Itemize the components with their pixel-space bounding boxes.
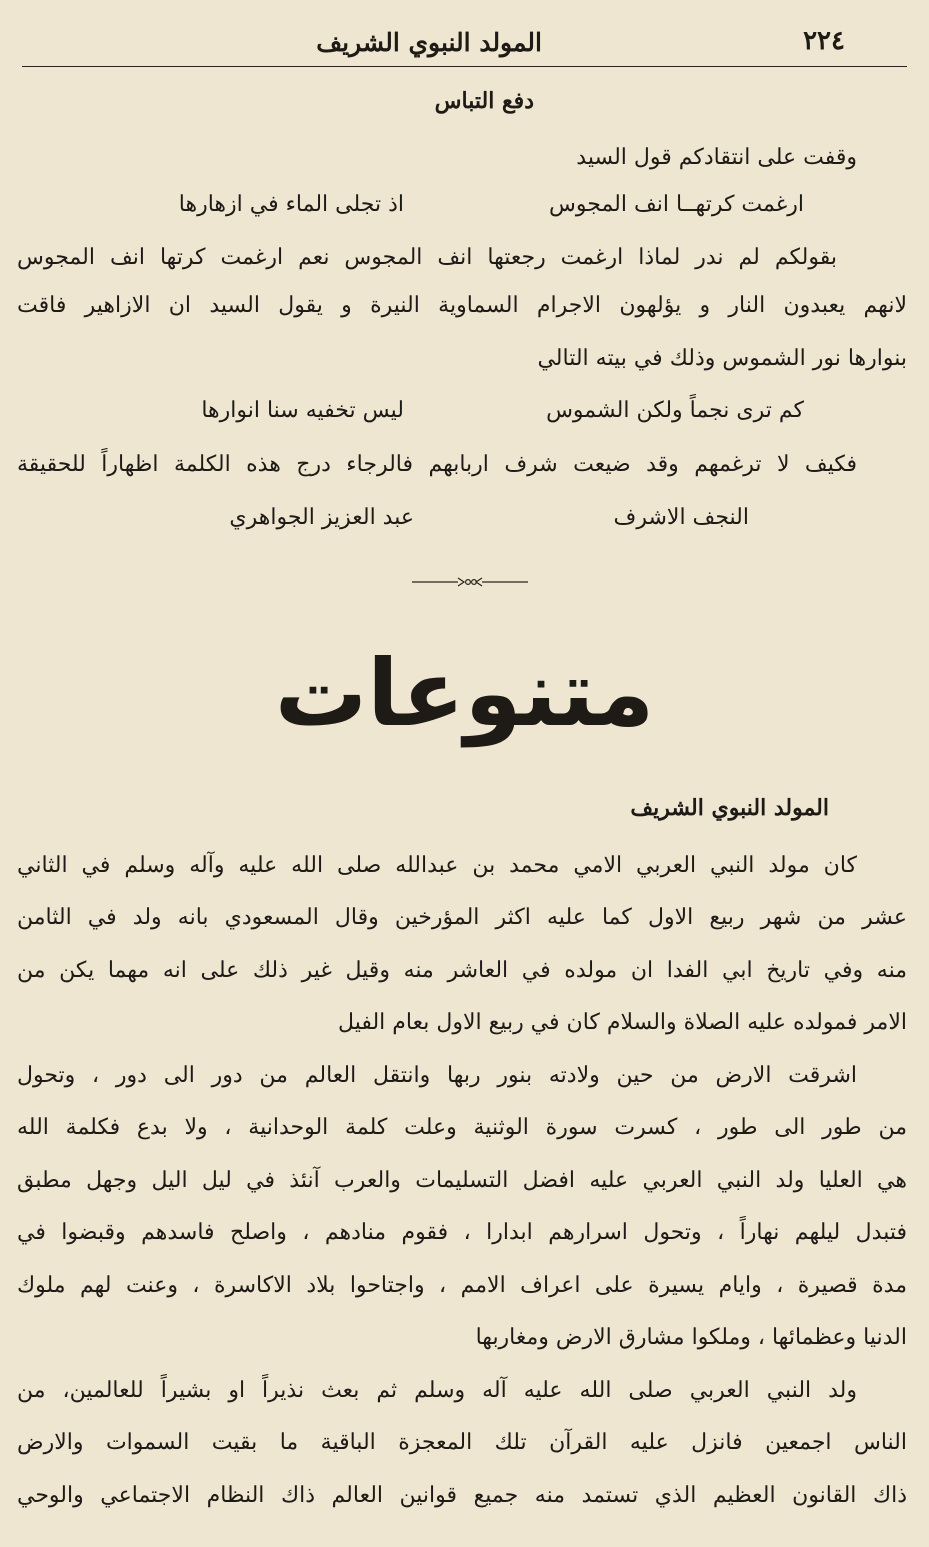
letter-line: لانهم يعبدون النار و يؤلهون الاجرام السماوية النيرة و يقول السيد ان الازاهير فاقت — [17, 293, 907, 318]
verse1-second-hemistich: اذ تجلى الماء في ازهارها — [178, 192, 404, 217]
verse1-first-hemistich: ارغمت كرتهــا انف المجوس — [549, 192, 804, 217]
paragraph-line: هي العليا ولد النبي العربي عليه افضل التسليمات والعرب آنئذ في ليل اليل وجهل مطبق — [17, 1168, 907, 1193]
paragraph-line: الامر فمولده عليه الصلاة والسلام كان في ربيع الاول بعام الفيل — [338, 1010, 907, 1035]
paragraph-line: مدة قصيرة ، وايام يسيرة على اعراف الامم ، واجتاحوا بلاد الاكاسرة ، وعنت لهم ملوك — [17, 1273, 907, 1298]
running-title: المولد النبوي الشريف — [316, 28, 542, 57]
page-number: ٢٢٤ — [803, 26, 845, 56]
section-title: متنوعات — [274, 640, 655, 747]
paragraph-line: الدنيا وعظمائها ، وملكوا مشارق الارض ومغاربها — [475, 1325, 907, 1350]
paragraph-line: ذاك القانون العظيم الذي تستمد منه جميع قوانين العالم ذاك النظام الاجتماعي والوحي — [17, 1483, 907, 1508]
letter-place: النجف الاشرف — [613, 505, 749, 530]
paragraph-line: فتبدل ليلهم نهاراً ، وتحول اسرارهم ابدارا ، فقوم منادهم ، واصلح فاسدهم وقبضوا في — [17, 1220, 907, 1245]
running-header — [22, 18, 907, 67]
verse2-first-hemistich: كم ترى نجماً ولكن الشموس — [546, 398, 804, 423]
paragraph-line: عشر من شهر ربيع الاول كما عليه اكثر المؤرخين وقال المسعودي بانه ولد في الثامن — [17, 905, 907, 930]
paragraph-line: منه وفي تاريخ ابي الفدا ان مولده في العاشر منه وقيل غير ذلك على انه مهما يكن من — [17, 958, 907, 983]
letter-intro: وقفت على انتقادكم قول السيد — [576, 145, 857, 170]
section-divider-ornament — [410, 575, 530, 589]
paragraph-line: اشرقت الارض من حين ولادته بنور ربها وانتقل العالم من دور الى دور ، وتحول — [17, 1063, 857, 1088]
article-heading: المولد النبوي الشريف — [630, 795, 829, 821]
paragraph-line: من طور الى طور ، كسرت سورة الوثنية وعلت كلمة الوحدانية ، ولا بدع فكلمة الله — [17, 1115, 907, 1140]
letter-signature: عبد العزيز الجواهري — [229, 505, 414, 530]
letter-line: بنوارها نور الشموس وذلك في بيته التالي — [537, 346, 907, 371]
letter-line: بقولكم لم ندر لماذا ارغمت رجعتها انف المجوس نعم ارغمت كرتها انف المجوس — [17, 245, 837, 270]
verse2-second-hemistich: ليس تخفيه سنا انوارها — [201, 398, 404, 423]
paragraph-line: الناس اجمعين فانزل عليه القرآن تلك المعجزة الباقية ما بقيت السموات والارض — [17, 1430, 907, 1455]
letter-heading: دفع التباس — [434, 88, 534, 114]
paragraph-line: ولد النبي العربي صلى الله عليه آله وسلم ثم بعث نذيراً او بشيراً للعالمين، من — [17, 1378, 857, 1403]
letter-closing: فكيف لا ترغمهم وقد ضيعت شرف اربابهم فالرجاء درج هذه الكلمة اظهاراً للحقيقة — [17, 452, 857, 477]
paragraph-line: كان مولد النبي العربي الامي محمد بن عبدالله صلى الله عليه وآله وسلم في الثاني — [17, 853, 857, 878]
